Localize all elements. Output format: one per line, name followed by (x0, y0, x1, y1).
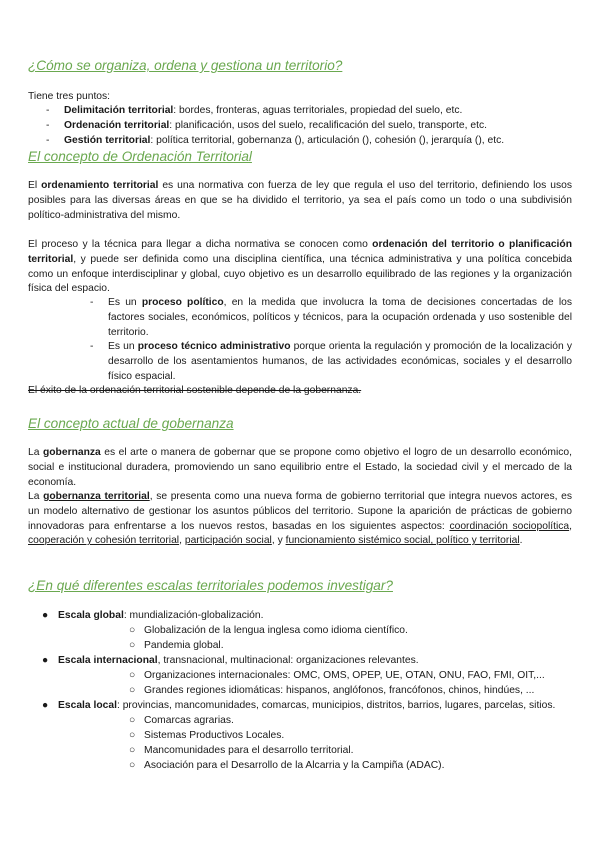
paragraph-ordenamiento (28, 179, 572, 223)
text: , y puede ser definida como una disciplina científica, una técnica administrativa y una política concebida como un enfoque interdisciplinar y global, cuyo objetivo es un desarrollo equilibrado de las regiones y la organización física del espacio. (28, 253, 572, 295)
item-term: Delimitación territorial (64, 105, 174, 116)
sub-item (28, 728, 572, 743)
text: El proceso y la técnica para llegar a dicha normativa se conocen como (28, 239, 373, 250)
text: porque orienta la regulación y promoción de la localización y desarrollo de los asentamientos humanos, de las actividades económicas, sociales y el desarrollo físico espacial. (108, 341, 572, 382)
bold-term: proceso técnico administrativo (137, 341, 291, 353)
sub-item (28, 668, 572, 683)
closing-sentence: El éxito de la ordenación territorial sostenible depende de la gobernanza. (28, 385, 362, 396)
text: es el arte o manera de gobernar que se propone como objetivo el logro de un desarrollo económico, social e institucional duradera, promoviendo un sano equilibrio entre el Estado, la sociedad civil y el mercado de la economía. (28, 447, 572, 488)
points-list (46, 104, 572, 148)
dash-marker: - (90, 341, 94, 353)
list-item (90, 340, 572, 384)
sub-list (28, 623, 572, 653)
list-item (28, 698, 572, 773)
bullet-marker: ● (42, 610, 49, 621)
item-text: : política territorial, gobernanza (), articulación (), cohesión (), jerarquía (), etc. (150, 134, 505, 146)
text: Grandes regiones idiomáticas: hispanos, anglófonos, francófonos, chinos, hindúes, ... (144, 685, 535, 696)
text: Sistemas Productivos Locales. (144, 730, 285, 741)
circle-marker: ○ (129, 715, 136, 726)
text: La (28, 447, 43, 458)
sub-item (28, 758, 572, 773)
sub-item (28, 743, 572, 758)
circle-marker: ○ (129, 760, 136, 771)
text: . (519, 535, 523, 547)
text: , (569, 520, 573, 532)
bold-term: gobernanza (42, 447, 101, 458)
scale-term: Escala global (58, 610, 124, 621)
bullet-marker: ● (42, 655, 49, 666)
list-item (28, 653, 572, 698)
list-item (46, 119, 572, 134)
section-heading-escalas: ¿En qué diferentes escalas territoriales podemos investigar? (28, 578, 393, 593)
scales-list (28, 608, 572, 773)
scale-term: Escala internacional (58, 655, 158, 666)
circle-marker: ○ (129, 625, 136, 636)
section-heading-organizacion: ¿Cómo se organiza, ordena y gestiona un territorio? (28, 58, 343, 73)
dash-marker: - (46, 119, 50, 131)
dash-marker: - (90, 297, 94, 308)
text: , y (271, 535, 286, 547)
intro-text: Tiene tres puntos: (28, 91, 111, 102)
text: : mundialización-globalización. (123, 610, 264, 621)
scale-term: Escala local (58, 700, 117, 711)
circle-marker: ○ (129, 640, 136, 651)
item-term: Gestión territorial (64, 134, 151, 146)
bold-term: ordenamiento territorial (41, 180, 159, 191)
text: Es un (108, 341, 138, 353)
item-text: : planificación, usos del suelo, recalificación del suelo, transporte, etc. (169, 119, 487, 131)
item-term: Ordenación territorial (64, 119, 170, 131)
text: : provincias, mancomunidades, comarcas, municipios, distritos, barrios, lugares, parcelas, sitios. (116, 700, 556, 711)
section-heading-ordenacion: El concepto de Ordenación Territorial (28, 149, 252, 164)
circle-marker: ○ (129, 685, 136, 696)
text: Organizaciones internacionales: OMC, OMS, OPEP, UE, OTAN, ONU, FAO, FMI, OIT,... (144, 670, 545, 681)
aspect-term: cooperación y cohesión territorial (28, 535, 180, 547)
section-heading-gobernanza: El concepto actual de gobernanza (28, 416, 234, 431)
sub-list (28, 713, 572, 773)
list-item (28, 608, 572, 653)
sub-item (28, 638, 572, 653)
sub-item (28, 683, 572, 698)
bold-term: gobernanza territorial (43, 491, 150, 502)
text: El (28, 180, 42, 191)
sub-item (28, 623, 572, 638)
circle-marker: ○ (129, 730, 136, 741)
sub-list (28, 668, 572, 698)
text: Mancomunidades para el desarrollo territorial. (144, 745, 354, 756)
text: es una normativa con fuerza de ley que regula el uso del territorio, definiendo los usos posibles para las diversas áreas en que se ha dividido el territorio, ya sea el país como un todo o una subdivisión político-administrativa del mismo. (28, 180, 572, 221)
bold-term: proceso político (141, 297, 224, 308)
text: Globalización de la lengua inglesa como idioma científico. (144, 625, 408, 636)
dash-marker: - (46, 134, 50, 146)
text: , en la medida que involucra la toma de decisiones concertadas de los factores sociales, económicos, políticos y técnicos, para la ocupación ordenada y uso sostenible del territorio. (108, 297, 572, 338)
list-item (90, 296, 572, 340)
process-list (90, 296, 572, 385)
text: La (28, 491, 44, 502)
text: Es un (108, 297, 142, 308)
paragraph-gobernanza-territorial (28, 490, 572, 549)
aspect-term: participación social (184, 535, 272, 547)
text: Comarcas agrarias. (144, 715, 234, 726)
text: , (179, 535, 185, 547)
paragraph-proceso (28, 238, 572, 297)
aspect-term: coordinación sociopolítica (449, 520, 570, 532)
paragraph-gobernanza (28, 446, 572, 490)
text: , se presenta como una nueva forma de gobierno territorial que integra nuevos actores, es un modelo alternativo de gestionar los asuntos públicos del territorio. Supone la aparición de prácticas de gobierno innovadoras para enfrentarse a los nuevos restos, basadas en los siguientes aspectos: (28, 491, 572, 532)
list-item (46, 134, 572, 149)
item-text: : bordes, fronteras, aguas territoriales, propiedad del suelo, etc. (173, 105, 463, 116)
bullet-marker: ● (42, 700, 49, 711)
aspect-term: funcionamiento sistémico social, político y territorial (285, 535, 520, 547)
circle-marker: ○ (129, 745, 136, 756)
dash-marker: - (46, 105, 50, 116)
text: , transnacional, multinacional: organizaciones relevantes. (157, 655, 419, 666)
text: Pandemia global. (144, 640, 224, 651)
sub-item (28, 713, 572, 728)
text: Asociación para el Desarrollo de la Alcarria y la Campiña (ADAC). (144, 760, 445, 771)
circle-marker: ○ (129, 670, 136, 681)
bold-term: ordenación del territorio o planificación territorial (28, 239, 572, 265)
list-item (46, 104, 572, 119)
